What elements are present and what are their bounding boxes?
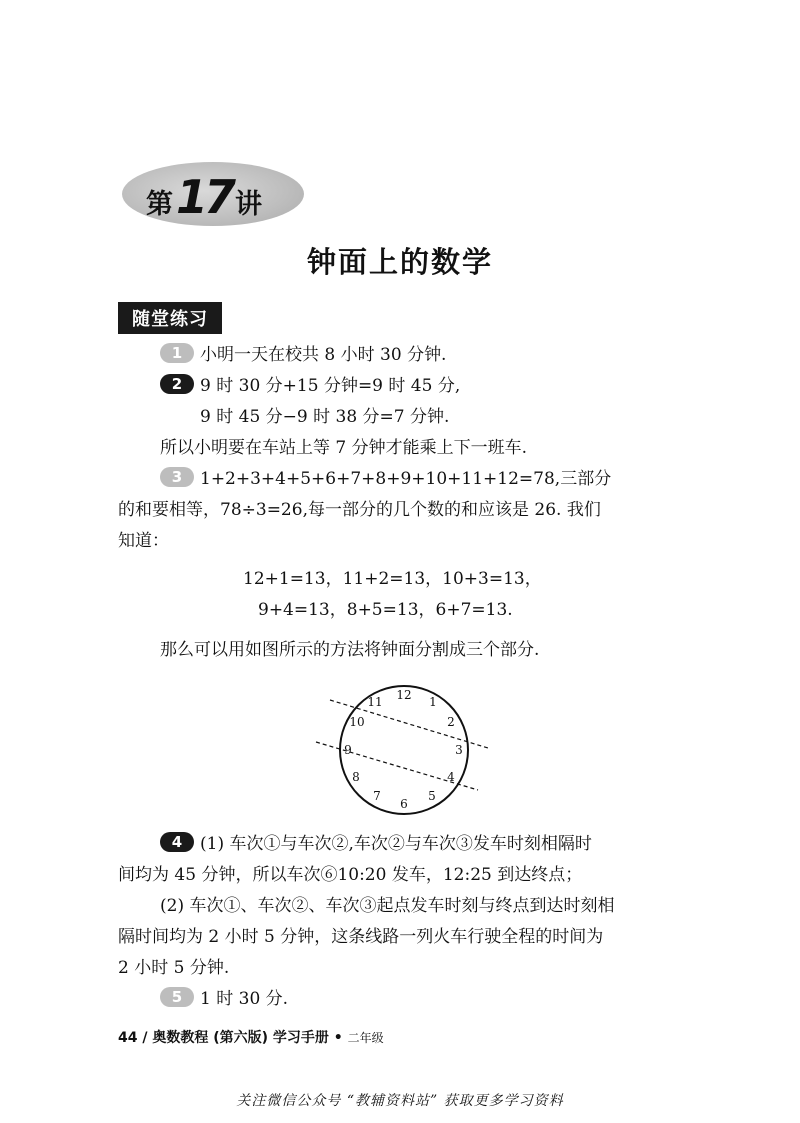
item-3-line-1: 1+2+3+4+5+6+7+8+9+10+11+12=78,三部分 — [200, 469, 612, 489]
item-5-text: 1 时 30 分. — [200, 989, 289, 1009]
page-number: 44 — [118, 1030, 138, 1046]
grade-label: 二年级 — [347, 1031, 384, 1045]
item-2-line-3: 所以小明要在车站上等 7 分钟才能乘上下一班车. — [160, 438, 528, 458]
clock-number-8: 8 — [352, 770, 360, 784]
item-4-line-3: (2) 车次①、车次②、车次③起点发车时刻与终点到达时刻相 — [160, 896, 615, 916]
item-4-line-5: 2 小时 5 分钟. — [118, 958, 230, 978]
item-4 — [160, 832, 592, 856]
clock-number-5: 5 — [428, 789, 436, 803]
page-title: 钟面上的数学 — [306, 245, 493, 279]
clock-circle — [340, 686, 468, 814]
item-3 — [160, 467, 611, 491]
equation-line-1: 12+1=13，11+2=13，10+3=13， — [243, 569, 542, 589]
item-3-line-2: 的和要相等，78÷3=26,每一部分的几个数的和应该是 26. 我们 — [118, 500, 601, 520]
clock-face-svg — [310, 680, 500, 820]
clock-number-1: 1 — [429, 695, 437, 709]
clock-number-7: 7 — [373, 789, 381, 803]
item-number-3: 3 — [160, 467, 194, 487]
book-title: / 奥数教程 (第六版) 学习手册 • — [142, 1030, 343, 1046]
clock-number-6: 6 — [400, 797, 408, 811]
clock-diagram — [310, 680, 500, 820]
bottom-note: 关注微信公众号 “教辅资料站” 获取更多学习资料 — [236, 1093, 564, 1109]
item-1-text: 小明一天在校共 8 小时 30 分钟. — [200, 345, 447, 365]
page-footer — [118, 1027, 384, 1047]
clock-number-9: 9 — [344, 743, 352, 757]
item-5 — [160, 987, 288, 1011]
lesson-suffix: 讲 — [235, 189, 263, 220]
item-number-4: 4 — [160, 832, 194, 852]
clock-number-12: 12 — [396, 688, 412, 702]
item-number-1: 1 — [160, 343, 194, 363]
section-label: 随堂练习 — [118, 302, 222, 334]
item-3-conclusion: 那么可以用如图所示的方法将钟面分割成三个部分. — [160, 640, 540, 660]
item-3-line-3: 知道： — [118, 531, 169, 551]
clock-number-10: 10 — [349, 715, 365, 729]
clock-number-2: 2 — [447, 715, 455, 729]
lesson-badge — [146, 170, 263, 224]
item-number-2: 2 — [160, 374, 194, 394]
clock-number-3: 3 — [455, 743, 463, 757]
clock-number-4: 4 — [447, 770, 455, 784]
item-2-line-2: 9 时 45 分−9 时 38 分=7 分钟. — [200, 407, 450, 427]
item-4-line-1: (1) 车次①与车次②,车次②与车次③发车时刻相隔时 — [200, 834, 592, 854]
lesson-prefix: 第 — [146, 189, 173, 220]
clock-number-11: 11 — [367, 695, 383, 709]
item-4-line-4: 隔时间均为 2 小时 5 分钟，这条线路一列火车行驶全程的时间为 — [118, 927, 604, 947]
equation-line-2: 9+4=13，8+5=13，6+7=13. — [258, 600, 513, 620]
item-2-line-1: 9 时 30 分+15 分钟=9 时 45 分, — [200, 376, 461, 396]
item-number-5: 5 — [160, 987, 194, 1007]
lesson-number: 17 — [176, 170, 233, 224]
item-2 — [160, 374, 460, 398]
item-4-line-2: 间均为 45 分钟，所以车次⑥10:20 发车，12:25 到达终点； — [118, 865, 583, 885]
item-1 — [160, 343, 446, 367]
